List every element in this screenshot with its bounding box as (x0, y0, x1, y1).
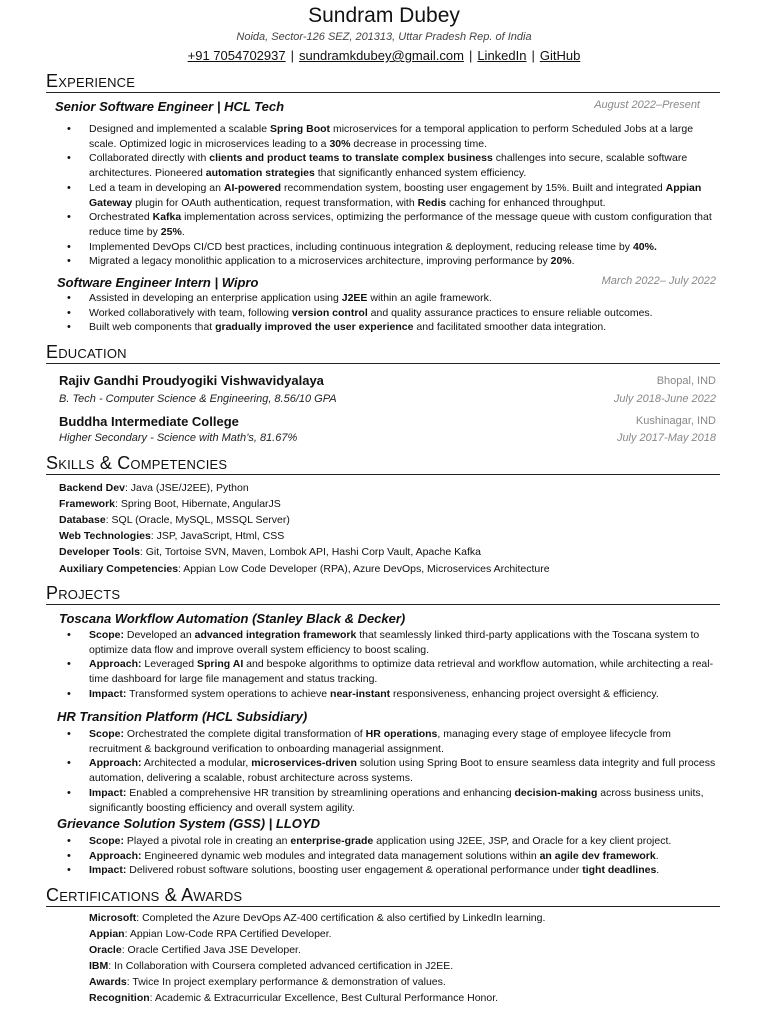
text-run: Delivered robust software solutions, boosting user engagement & operational performance under (126, 864, 583, 877)
github-link[interactable]: GitHub (539, 48, 581, 63)
bullet-item (89, 628, 719, 657)
text-run: Played a pivotal role in creating an (124, 835, 291, 847)
degree: B. Tech - Computer Science & Engineering, 8.56/10 GPA (59, 393, 337, 405)
job-dates: March 2022– July 2022 (601, 275, 716, 287)
text-run: , managing every stage of employee lifecycle from recruitment & background verification to onboarding managerial assignment. (89, 728, 671, 755)
skill-value: : JSP, JavaScript, Html, CSS (150, 530, 285, 542)
bold-text: Redis (417, 196, 447, 209)
text-run: . (656, 864, 660, 877)
bullet-item (89, 657, 719, 686)
bullet-item (89, 151, 719, 180)
bold-text: Scope: (89, 629, 125, 641)
email-link[interactable]: sundramkdubey@gmail.com (299, 48, 464, 63)
text-run: implementation across services, optimizing the performance of the message queue with custom configuration that reduce time by (89, 211, 712, 238)
linkedin-link[interactable]: LinkedIn (477, 48, 527, 63)
project-bullets (89, 834, 729, 878)
project-bullets (89, 727, 719, 815)
skill-value: : Spring Boot, Hibernate, AngularJS (115, 498, 281, 510)
bullet-item (89, 254, 719, 269)
bullet-item (89, 849, 729, 864)
skill-line (59, 562, 550, 577)
bold-text: tight deadlines (582, 864, 657, 877)
section-heading-education: Education (46, 341, 720, 364)
education-dates: July 2018-June 2022 (613, 393, 716, 405)
text-run: . (571, 255, 575, 268)
skill-label: Backend Dev (59, 482, 125, 494)
project-title: Toscana Workflow Automation (Stanley Black & Decker) (59, 611, 406, 626)
bullet-item (89, 687, 719, 702)
school-location: Kushinagar, IND (635, 415, 716, 427)
cert-label: Awards (89, 976, 127, 988)
skill-label: Database (59, 514, 106, 526)
bold-text: Impact: (89, 786, 127, 799)
bold-text: Impact: (89, 687, 127, 700)
cert-label: IBM (89, 960, 109, 972)
text-run: Worked collaboratively with team, following (89, 306, 292, 319)
text-run: and bespoke algorithms to optimize data retrieval and workflow automation, while architecting a real-time dashboard for large file management and status tracking. (89, 658, 714, 686)
contact-line (0, 48, 768, 63)
cert-label: Oracle (89, 944, 122, 956)
text-run: and facilitated smoother data integration. (413, 321, 607, 334)
contact-separator: | (531, 48, 535, 63)
skill-label: Auxiliary Competencies (59, 563, 179, 575)
skill-line (59, 481, 249, 496)
bullet-item (89, 122, 719, 151)
text-run: Built web components that (89, 321, 216, 334)
text-run: decrease in processing time. (350, 137, 488, 150)
text-run: and quality assurance practices to ensure reliable outcomes. (367, 306, 653, 319)
text-run: Architected a modular, (141, 757, 252, 770)
bullet-item (89, 834, 729, 849)
job-title: Senior Software Engineer | HCL Tech (55, 99, 285, 114)
project-title: HR Transition Platform (HCL Subsidiary) (57, 709, 308, 724)
project-bullets (89, 628, 719, 702)
bold-text: Approach: (89, 658, 142, 671)
skill-value: : SQL (Oracle, MySQL, MSSQL Server) (105, 514, 290, 526)
skill-line (59, 545, 481, 560)
bullet-item (89, 320, 729, 335)
section-heading-certifications: Certifications & Awards (46, 884, 720, 907)
bullet-item (89, 306, 729, 321)
skill-value: : Java (JSE/J2EE), Python (124, 482, 249, 494)
text-run: Leveraged (141, 658, 197, 671)
bold-text: 20% (550, 255, 572, 268)
bold-text: Appian Gateway (89, 181, 702, 209)
text-run: Engineered dynamic web modules and integrated data management solutions within (141, 849, 540, 862)
education-dates: July 2017-May 2018 (616, 432, 716, 444)
bold-text: J2EE (341, 292, 368, 304)
text-run: Led a team in developing an (89, 181, 224, 194)
cert-line (89, 991, 498, 1006)
cert-value: : Completed the Azure DevOps AZ-400 certification & also certified by LinkedIn learning. (136, 912, 546, 924)
skill-label: Developer Tools (59, 546, 140, 558)
text-run: Developed an (124, 629, 195, 641)
text-run: Orchestrated (89, 211, 153, 224)
bold-text: Kafka (152, 211, 182, 224)
skill-label: Web Technologies (59, 530, 151, 542)
text-run: . (181, 225, 185, 238)
cert-line (89, 927, 332, 942)
text-run: recommendation system, boosting user engagement by 15%. Built and integrated (281, 181, 666, 194)
cert-value: : Academic & Extracurricular Excellence, Best Cultural Performance Honor. (149, 992, 499, 1004)
bold-text: microservices-driven (251, 757, 357, 770)
text-run: Enabled a comprehensive HR transition by streamlining operations and enhancing (126, 786, 515, 799)
contact-separator: | (290, 48, 294, 63)
bold-text: Scope: (89, 728, 125, 740)
skill-line (59, 513, 290, 528)
section-heading-skills: Skills & Competencies (46, 452, 720, 475)
degree: Higher Secondary - Science with Math’s, 81.67% (59, 432, 298, 444)
cert-line (89, 943, 301, 958)
text-run: Designed and implemented a scalable (89, 123, 270, 135)
text-run: . (655, 849, 659, 862)
text-run: caching for enhanced throughput. (446, 196, 606, 209)
skill-line (59, 497, 281, 512)
bullet-item (89, 291, 729, 306)
bold-text: an agile dev framework (539, 849, 656, 862)
bold-text: Scope: (89, 835, 125, 847)
bold-text: automation strategies (205, 167, 315, 180)
cert-label: Recognition (89, 992, 150, 1004)
bold-text: 30% (329, 137, 351, 150)
text-run: Transformed system operations to achieve (126, 687, 331, 700)
project-title: Grievance Solution System (GSS) | LLOYD (57, 816, 320, 831)
text-run: that seamlessly linked third-party applications with the Toscana system to optimize data flow and improve overall system efficiency to boost scaling. (89, 629, 700, 656)
text-run: plugin for OAuth authentication, request transformation, with (132, 196, 418, 209)
school-name: Buddha Intermediate College (59, 414, 239, 429)
bold-text: gradually improved the user experience (215, 321, 414, 334)
text-run: Assisted in developing an enterprise application using (89, 292, 342, 304)
bold-text: Approach: (89, 757, 142, 770)
cert-label: Microsoft (89, 912, 137, 924)
bullet-item (89, 210, 719, 239)
bold-text: 25% (160, 225, 182, 238)
resume-name: Sundram Dubey (308, 4, 460, 27)
bold-text: Approach: (89, 849, 142, 862)
cert-line (89, 959, 453, 974)
bullet-item (89, 863, 729, 878)
cert-value: : Oracle Certified Java JSE Developer. (121, 944, 301, 956)
contact-separator: | (468, 48, 473, 63)
skill-value: : Appian Low Code Developer (RPA), Azure DevOps, Microservices Architecture (178, 563, 550, 575)
skill-label: Framework (59, 498, 116, 510)
text-run: microservices for a temporal application to perform Scheduled Jobs at a large scale. Optimized logic in microservices leading to a (89, 123, 694, 150)
bold-text: AI-powered (223, 181, 282, 194)
cert-value: : In Collaboration with Coursera completed advanced certification in J2EE. (108, 960, 454, 972)
text-run: Orchestrated the complete digital transformation of (124, 728, 366, 740)
cert-value: : Twice In project exemplary performance & demonstration of values. (126, 976, 446, 988)
bold-text: Spring AI (196, 658, 244, 671)
bold-text: 40%. (632, 240, 657, 253)
bold-text: version control (291, 306, 368, 319)
cert-value: : Appian Low-Code RPA Certified Developer. (124, 928, 332, 940)
bullet-item (89, 240, 719, 255)
text-run: Collaborated directly with (89, 152, 210, 165)
school-location: Bhopal, IND (656, 375, 716, 387)
section-heading-experience: Experience (46, 70, 720, 93)
bold-text: near-instant (330, 687, 391, 700)
text-run: responsiveness, enhancing project oversight & efficiency. (390, 687, 659, 700)
text-run: application using J2EE, JSP, and Oracle for a key client project. (373, 835, 672, 847)
job-bullets (89, 122, 719, 269)
job-dates: August 2022–Present (594, 99, 700, 111)
school-name: Rajiv Gandhi Proudyogiki Vishwavidyalaya (59, 373, 324, 388)
bold-text: enterprise-grade (290, 835, 374, 847)
bold-text: decision-making (514, 786, 598, 799)
bold-text: advanced integration framework (194, 629, 357, 641)
bold-text: Spring Boot (269, 123, 331, 135)
phone-link[interactable]: +91 7054702937 (187, 48, 286, 63)
job-bullets (89, 291, 729, 335)
bold-text: Impact: (89, 864, 127, 877)
bullet-item (89, 727, 719, 756)
cert-line (89, 911, 545, 926)
bold-text: clients and product teams to translate complex business (209, 152, 493, 165)
bullet-item (89, 181, 719, 210)
text-run: solution using Spring Boot to ensure seamless data integrity and full process automation, delivering a scalable, robust architecture across systems. (89, 757, 716, 785)
skill-value: : Git, Tortoise SVN, Maven, Lombok API, Hashi Corp Vault, Apache Kafka (139, 546, 481, 558)
address-line: Noida, Sector-126 SEZ, 201313, Uttar Pradesh Rep. of India (236, 31, 532, 43)
text-run: across business units, significantly boosting efficiency and overall system agility. (89, 786, 704, 814)
text-run: within an agile framework. (367, 292, 492, 304)
skill-line (59, 529, 284, 544)
bold-text: HR operations (365, 728, 438, 740)
cert-label: Appian (89, 928, 125, 940)
job-title: Software Engineer Intern | Wipro (57, 275, 259, 290)
bullet-item (89, 756, 719, 785)
text-run: Implemented DevOps CI/CD best practices, including continuous integration & deployment, reducing release time by (89, 240, 633, 253)
text-run: that significantly enhanced system efficiency. (314, 167, 527, 180)
cert-line (89, 975, 446, 990)
bullet-item (89, 786, 719, 815)
section-heading-projects: Projects (46, 582, 720, 605)
text-run: challenges into secure, scalable software architectures. Pioneered (89, 152, 688, 180)
text-run: Migrated a legacy monolithic application to a microservices architecture, improving performance by (89, 255, 551, 268)
